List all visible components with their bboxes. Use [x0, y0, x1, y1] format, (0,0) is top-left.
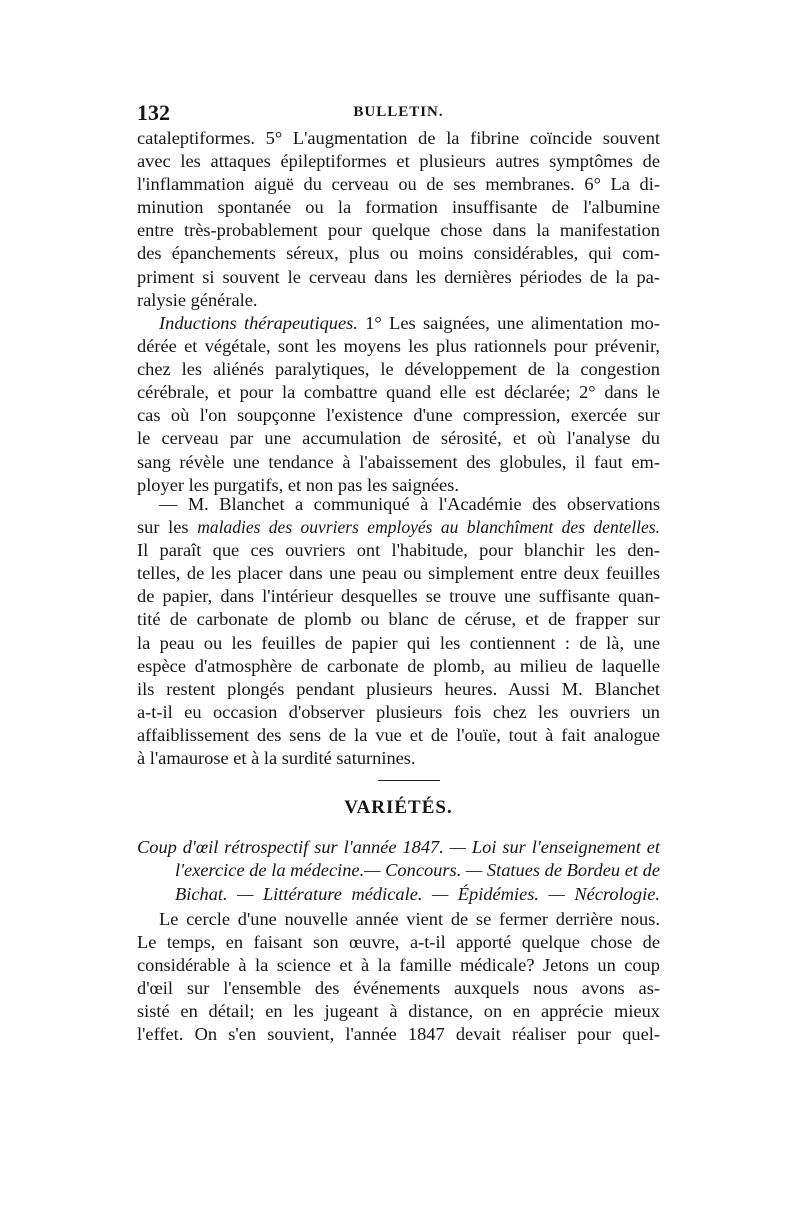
text-line: avec les attaques épileptiformes et plusieurs autres symptômes de — [137, 151, 660, 172]
text-line: minution spontanée ou la formation insuffisante de l'albumine — [137, 197, 660, 218]
summary-line: Bichat. — Littérature médicale. — Épidémies. — Nécrologie. — [175, 883, 660, 904]
text-line: des épanchements séreux, plus ou moins considérables, qui com- — [137, 243, 660, 264]
text-line: le cerveau par une accumulation de sérosité, et où l'analyse du — [137, 428, 660, 449]
blanchet-paragraph — [137, 493, 660, 770]
text-line: ployer les purgatifs, et non pas les saignées. — [137, 474, 459, 495]
text-line: la peau ou les feuilles de papier qui les contiennent : de là, une — [137, 632, 660, 653]
text-line: espèce d'atmosphère de carbonate de plomb, au milieu de laquelle — [137, 655, 660, 676]
text-line: d'œil sur l'ensemble des événements auxquels nous avons as- — [137, 978, 660, 999]
text-line: à l'amaurose et à la surdité saturnines. — [137, 748, 416, 769]
text-line: chez les aliénés paralytiques, le développement de la congestion — [137, 359, 660, 380]
blanchet-line-prefix: sur les — [137, 517, 198, 538]
text-line: l'effet. On s'en souvient, l'année 1847 devait réaliser pour quel- — [137, 1024, 660, 1045]
text-line: ralysie générale. — [137, 289, 258, 310]
inductions-first-line: 1° Les saignées, une alimentation mo- — [357, 313, 660, 333]
text-line: de papier, dans l'intérieur desquelles se trouve une suffisante quan- — [137, 586, 660, 607]
summary-line: Coup d'œil rétrospectif sur l'année 1847. — Loi sur l'enseignement et — [137, 837, 660, 857]
page-number: 132 — [137, 100, 170, 125]
text-line: telles, de les placer dans une peau ou simplement entre deux feuilles — [137, 563, 660, 584]
text-line: cataleptiformes. 5° L'augmentation de la fibrine coïncide souvent — [137, 128, 660, 148]
section-summary — [137, 836, 660, 906]
section-title: VARIÉTÉS. — [344, 797, 453, 818]
page-header — [137, 100, 660, 126]
text-line: entre très-probablement pour quelque chose dans la manifestation — [137, 220, 660, 241]
text-line: — M. Blanchet a communiqué à l'Académie des observations — [159, 494, 660, 514]
text-line: ils restent plongés pendant plusieurs heures. Aussi M. Blanchet — [137, 678, 660, 699]
section-divider — [378, 780, 440, 781]
varietes-paragraph — [137, 908, 660, 1047]
text-line: dérée et végétale, sont les moyens les plus rationnels pour prévenir, — [137, 336, 660, 357]
text-line: Le temps, en faisant son œuvre, a-t-il apporté quelque chose de — [137, 932, 660, 953]
text-line: tité de carbonate de plomb ou blanc de céruse, et de frapper sur — [137, 609, 660, 630]
text-line: cérébrale, et pour la combattre quand elle est déclarée; 2° dans le — [137, 382, 660, 403]
text-line: priment si souvent le cerveau dans les dernières périodes de la pa- — [137, 266, 660, 287]
text-line — [137, 312, 660, 335]
inductions-heading: Inductions thérapeutiques. — [159, 313, 358, 333]
summary-line: l'exercice de la médecine.— Concours. — Statues de Bordeu et de — [175, 860, 660, 881]
text-line: affaiblissement des sens de la vue et de l'ouïe, tout à fait analogue — [137, 724, 660, 745]
text-line: considérable à la science et à la famille médicale? Jetons un coup — [137, 955, 660, 976]
running-head: BULLETIN. — [353, 104, 444, 120]
text-line: sang révèle une tendance à l'abaissement des globules, il faut em- — [137, 451, 660, 472]
text-line: Il paraît que ces ouvriers ont l'habitude, pour blanchir les den- — [137, 540, 660, 561]
text-line: sisté en détail; en les jugeant à distance, on en apprécie mieux — [137, 1001, 660, 1022]
text-line: cas où l'on soupçonne l'existence d'une compression, exercée sur — [137, 405, 660, 426]
blanchet-italic-title: maladies des ouvriers employés au blanchîment des dentelles. — [197, 517, 660, 538]
text-line: a-t-il eu occasion d'observer plusieurs fois chez les ouvriers un — [137, 701, 660, 722]
continuation-paragraph — [137, 127, 660, 312]
inductions-paragraph — [137, 312, 660, 497]
text-line: Le cercle d'une nouvelle année vient de se fermer derrière nous. — [159, 909, 660, 929]
text-line — [137, 516, 660, 539]
text-line: l'inflammation aiguë du cerveau ou de ses membranes. 6° La di- — [137, 174, 660, 195]
